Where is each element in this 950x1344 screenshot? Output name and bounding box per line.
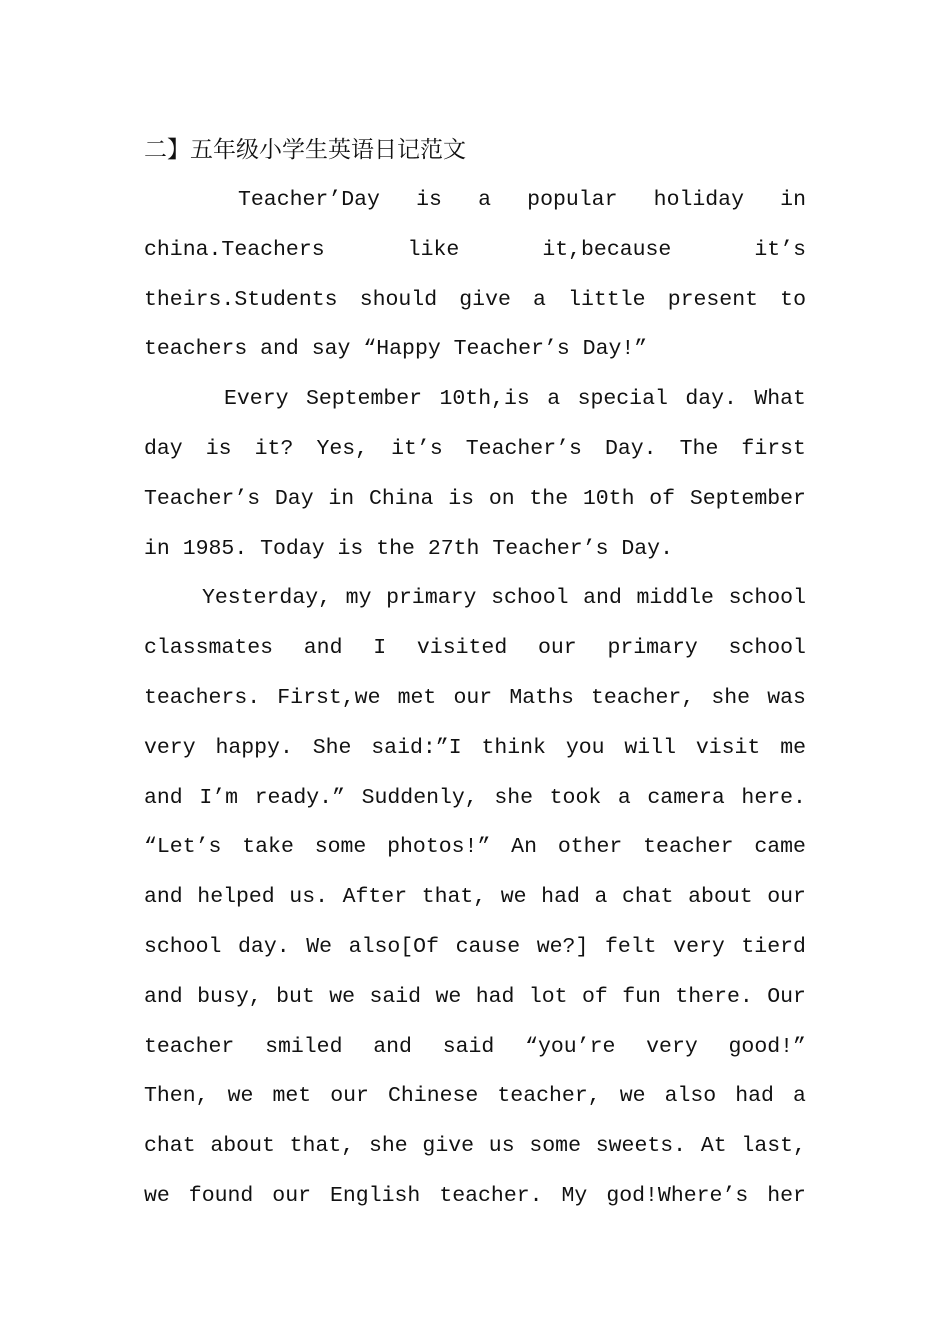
text-word: a	[478, 188, 491, 212]
text-word: day.	[685, 387, 737, 412]
text-word: found	[188, 1184, 254, 1208]
text-word: we	[619, 1084, 646, 1109]
text-word: “you’re	[525, 1034, 616, 1059]
text-word: sweets.	[595, 1134, 687, 1159]
text-word: our	[330, 1084, 369, 1109]
text-word: Maths	[509, 686, 574, 710]
text-word: had	[735, 1084, 774, 1109]
text-word: there.	[675, 984, 753, 1009]
text-word: us.	[289, 885, 329, 910]
text-word: “Let’s	[144, 835, 222, 860]
text-word: smiled	[265, 1034, 343, 1059]
text-word: give	[422, 1134, 475, 1159]
text-word: of	[649, 486, 676, 511]
text-word: should	[359, 287, 438, 312]
text-word: my	[345, 586, 372, 611]
text-word: us	[488, 1134, 515, 1159]
text-word: primary	[386, 586, 477, 611]
text-word: the	[529, 486, 569, 511]
text-word: and	[144, 984, 183, 1009]
text-word: camera	[647, 785, 725, 810]
text-word: that,	[421, 885, 487, 910]
text-word: Teacher’s	[465, 437, 582, 461]
text-word: our	[537, 636, 577, 661]
text-word: and	[303, 636, 343, 661]
text-word: but	[276, 984, 315, 1009]
text-word: tierd	[741, 935, 806, 959]
text-word: came	[754, 835, 806, 860]
text-word: and	[144, 785, 183, 810]
text-word: day	[144, 437, 183, 461]
text-word: Teacher’Day	[238, 188, 380, 212]
text-word: middle	[636, 586, 714, 611]
text-word: like	[407, 237, 460, 262]
text-word: a	[547, 387, 561, 412]
text-word: popular	[527, 188, 618, 212]
text-word: met	[397, 686, 437, 710]
text-word: our	[767, 885, 806, 910]
text-word: first	[741, 437, 806, 461]
text-word: photos!”	[387, 835, 491, 860]
text-word: teacher,	[591, 686, 695, 710]
text-word: theirs.Students	[144, 287, 338, 312]
text-word: teacher,	[497, 1084, 601, 1109]
text-word: it’s	[391, 437, 443, 461]
text-word: September	[305, 387, 423, 412]
text-word: met	[272, 1084, 312, 1109]
text-word: school	[144, 935, 222, 959]
text-word: took	[549, 785, 602, 810]
text-word: and	[144, 885, 183, 910]
text-word: Yesterday,	[202, 586, 332, 611]
text-word: she	[711, 686, 751, 710]
text-word: holiday	[653, 188, 744, 212]
text-word: Teacher’s	[144, 486, 261, 511]
text-word: on	[488, 486, 515, 511]
text-word: September	[689, 486, 806, 511]
text-line	[144, 830, 806, 864]
text-word: we	[227, 1084, 254, 1109]
text-word: other	[557, 835, 623, 860]
text-line	[144, 681, 806, 715]
text-line: in 1985. Today is the 27th Teacher’s Day.	[144, 536, 673, 561]
text-word: give	[459, 287, 511, 312]
text-word: Then,	[144, 1084, 209, 1109]
text-word: helped	[197, 885, 275, 910]
text-word: Chinese	[388, 1084, 479, 1109]
text-word: lot	[528, 984, 568, 1009]
text-word: and	[583, 586, 622, 611]
text-word: we	[500, 885, 527, 910]
text-word: teachers.	[144, 686, 261, 710]
text-line	[144, 631, 806, 665]
text-word: she	[494, 785, 534, 810]
text-word: you	[565, 735, 605, 760]
text-word: china.Teachers	[144, 237, 325, 262]
text-word: chat	[144, 1134, 196, 1159]
text-word: happy.	[215, 735, 293, 760]
text-word: it’s	[754, 237, 806, 262]
text-line	[144, 183, 806, 217]
text-word: she	[368, 1134, 408, 1159]
text-word: last,	[741, 1134, 806, 1159]
text-line	[144, 482, 806, 516]
text-word: here.	[741, 785, 806, 810]
text-word: a	[617, 785, 631, 810]
text-word: Day.	[604, 437, 657, 461]
text-word: She	[312, 735, 352, 760]
text-word: very	[646, 1034, 698, 1059]
text-word: teacher.	[439, 1184, 543, 1208]
text-word: our	[272, 1184, 312, 1208]
text-word: primary	[607, 636, 698, 661]
text-word: to	[780, 287, 806, 312]
text-word: good!”	[728, 1034, 806, 1059]
text-word: we	[329, 984, 356, 1009]
text-line: teachers and say “Happy Teacher’s Day!”	[144, 337, 648, 362]
text-word: a	[793, 1084, 806, 1109]
text-word: said	[369, 984, 422, 1009]
text-word: visit	[695, 735, 761, 760]
text-line	[144, 1030, 806, 1064]
text-word: I	[373, 636, 387, 661]
text-word: school	[728, 586, 806, 611]
text-word: special	[577, 387, 668, 412]
text-line	[144, 1129, 806, 1163]
text-word: classmates	[144, 636, 274, 661]
text-word: take	[242, 835, 294, 860]
text-line	[144, 432, 806, 466]
text-word: our	[453, 686, 493, 710]
text-word: teacher	[643, 835, 734, 860]
text-word: me	[780, 735, 806, 760]
text-word: we?]	[536, 935, 589, 959]
text-word: very	[673, 935, 725, 959]
text-word: What	[754, 387, 806, 412]
text-word: of	[582, 984, 608, 1009]
text-word: said:”I	[371, 735, 462, 760]
text-word: China	[368, 486, 434, 511]
text-word: At	[700, 1134, 727, 1159]
text-word: 10th	[582, 486, 635, 511]
text-word: had	[475, 984, 515, 1009]
text-word: god!Where’s	[606, 1184, 749, 1208]
text-word: fun	[622, 984, 661, 1009]
text-word: little	[568, 287, 646, 312]
text-line	[144, 283, 806, 317]
text-line	[144, 980, 806, 1014]
text-word: school	[491, 586, 569, 611]
text-word: chat	[621, 885, 674, 910]
text-line	[144, 880, 806, 914]
text-word: present	[667, 287, 759, 312]
text-word: it?	[254, 437, 294, 461]
text-word: some	[314, 835, 367, 860]
text-word: is	[416, 188, 442, 212]
text-word: felt	[604, 935, 657, 959]
text-word: also	[664, 1084, 717, 1109]
text-word: will	[624, 735, 676, 760]
text-word: it,because	[542, 237, 672, 262]
document-heading: 二】五年级小学生英语日记范文	[144, 137, 466, 163]
text-word: and	[373, 1034, 412, 1059]
text-word: is	[205, 437, 232, 461]
text-line	[144, 1079, 806, 1113]
text-word: in	[328, 486, 355, 511]
text-word: is	[448, 486, 475, 511]
text-word: ready.”	[254, 785, 345, 810]
text-word: that,	[289, 1134, 355, 1159]
text-line	[144, 930, 806, 964]
text-word: 10th,is	[439, 387, 530, 412]
text-line	[144, 731, 806, 765]
text-word: about	[688, 885, 753, 910]
text-word: teacher	[144, 1034, 235, 1059]
text-word: Yes,	[316, 437, 369, 461]
text-word: My	[561, 1184, 588, 1208]
text-word: very	[144, 735, 196, 760]
text-word: day.	[238, 935, 290, 959]
text-line	[144, 781, 806, 815]
text-word: We	[306, 935, 333, 959]
text-word: Every	[224, 387, 289, 412]
text-word: in	[780, 188, 806, 212]
text-word: school	[728, 636, 806, 661]
text-word: An	[511, 835, 537, 860]
text-word: The	[679, 437, 719, 461]
text-line	[144, 581, 806, 615]
text-word: was	[767, 686, 806, 710]
text-word: English	[330, 1184, 421, 1208]
text-word: visited	[416, 636, 508, 661]
text-word: a	[533, 287, 546, 312]
text-word: First,we	[277, 686, 381, 710]
text-word: cause	[455, 935, 521, 959]
text-word: busy,	[197, 984, 262, 1009]
text-word: Suddenly,	[361, 785, 478, 810]
text-word: we	[435, 984, 462, 1009]
text-word: about	[210, 1134, 275, 1159]
text-line	[144, 382, 806, 416]
text-word: a	[594, 885, 608, 910]
text-line	[144, 233, 806, 267]
text-word: think	[481, 735, 546, 760]
text-word: said	[442, 1034, 495, 1059]
text-word: we	[144, 1184, 170, 1208]
text-word: had	[541, 885, 580, 910]
text-line	[144, 1179, 806, 1213]
text-word: her	[767, 1184, 806, 1208]
text-word: I’m	[199, 785, 239, 810]
text-word: Our	[767, 984, 806, 1009]
text-word: After	[342, 885, 408, 910]
text-word: some	[529, 1134, 581, 1159]
text-word: also[Of	[348, 935, 439, 959]
text-word: Day	[274, 486, 314, 511]
